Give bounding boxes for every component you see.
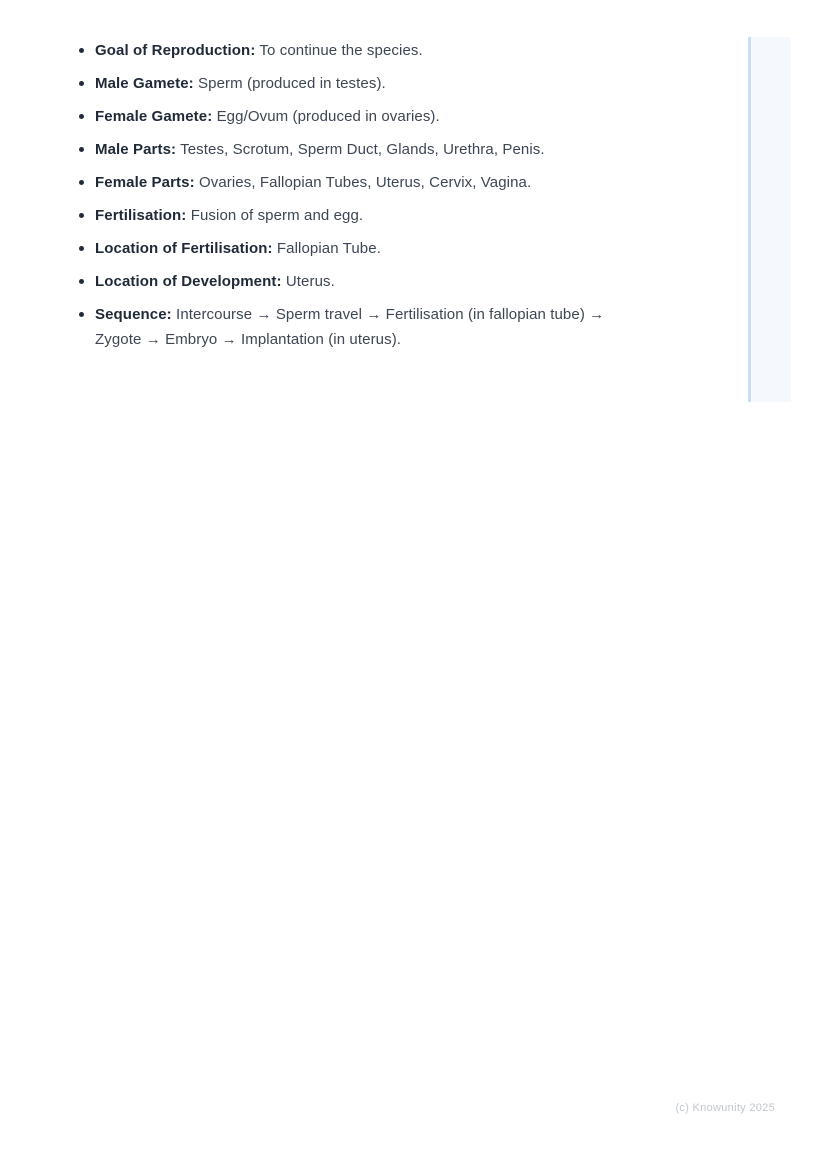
bullet-icon: [79, 246, 84, 251]
note-label: Fertilisation:: [95, 207, 187, 224]
bullet-icon: [79, 312, 84, 317]
bullet-icon: [79, 81, 84, 86]
note-item: [78, 71, 643, 96]
note-text: Fallopian Tube.: [276, 240, 381, 257]
note-text: Ovaries, Fallopian Tubes, Uterus, Cervix, Vagina.: [198, 174, 532, 191]
bullet-icon: [79, 213, 84, 218]
note-label: Male Parts:: [95, 141, 177, 158]
note-label: Female Parts:: [95, 174, 195, 191]
note-label: Goal of Reproduction:: [95, 42, 256, 59]
note-item: [78, 236, 643, 261]
note-label: Location of Development:: [95, 273, 282, 290]
note-item: [78, 302, 643, 352]
note-label: Sequence:: [95, 306, 172, 323]
note-text: Sperm (produced in testes).: [198, 75, 386, 92]
note-item: [78, 104, 643, 129]
notes-section: [78, 38, 643, 360]
note-text: Uterus.: [285, 273, 335, 290]
bullet-icon: [79, 147, 84, 152]
note-item: [78, 269, 643, 294]
note-item: [78, 170, 643, 195]
copyright-notice: (c) Knowunity 2025: [675, 1102, 775, 1114]
note-text: Intercourse → Sperm travel → Fertilisation (in fallopian tube) → Zygote → Embryo → Implantation (in uterus).: [95, 306, 605, 348]
note-text: Fusion of sperm and egg.: [190, 207, 364, 224]
bullet-icon: [79, 180, 84, 185]
note-label: Female Gamete:: [95, 108, 213, 125]
note-text: Egg/Ovum (produced in ovaries).: [216, 108, 440, 125]
bullet-icon: [79, 279, 84, 284]
note-item: [78, 38, 643, 63]
note-item: [78, 137, 643, 162]
note-label: Location of Fertilisation:: [95, 240, 273, 257]
note-text: To continue the species.: [259, 42, 423, 59]
note-item: [78, 203, 643, 228]
note-text: Testes, Scrotum, Sperm Duct, Glands, Urethra, Penis.: [180, 141, 545, 158]
page-edge-panel: [748, 37, 791, 402]
note-label: Male Gamete:: [95, 75, 194, 92]
notes-list: [78, 38, 643, 352]
bullet-icon: [79, 48, 84, 53]
bullet-icon: [79, 114, 84, 119]
